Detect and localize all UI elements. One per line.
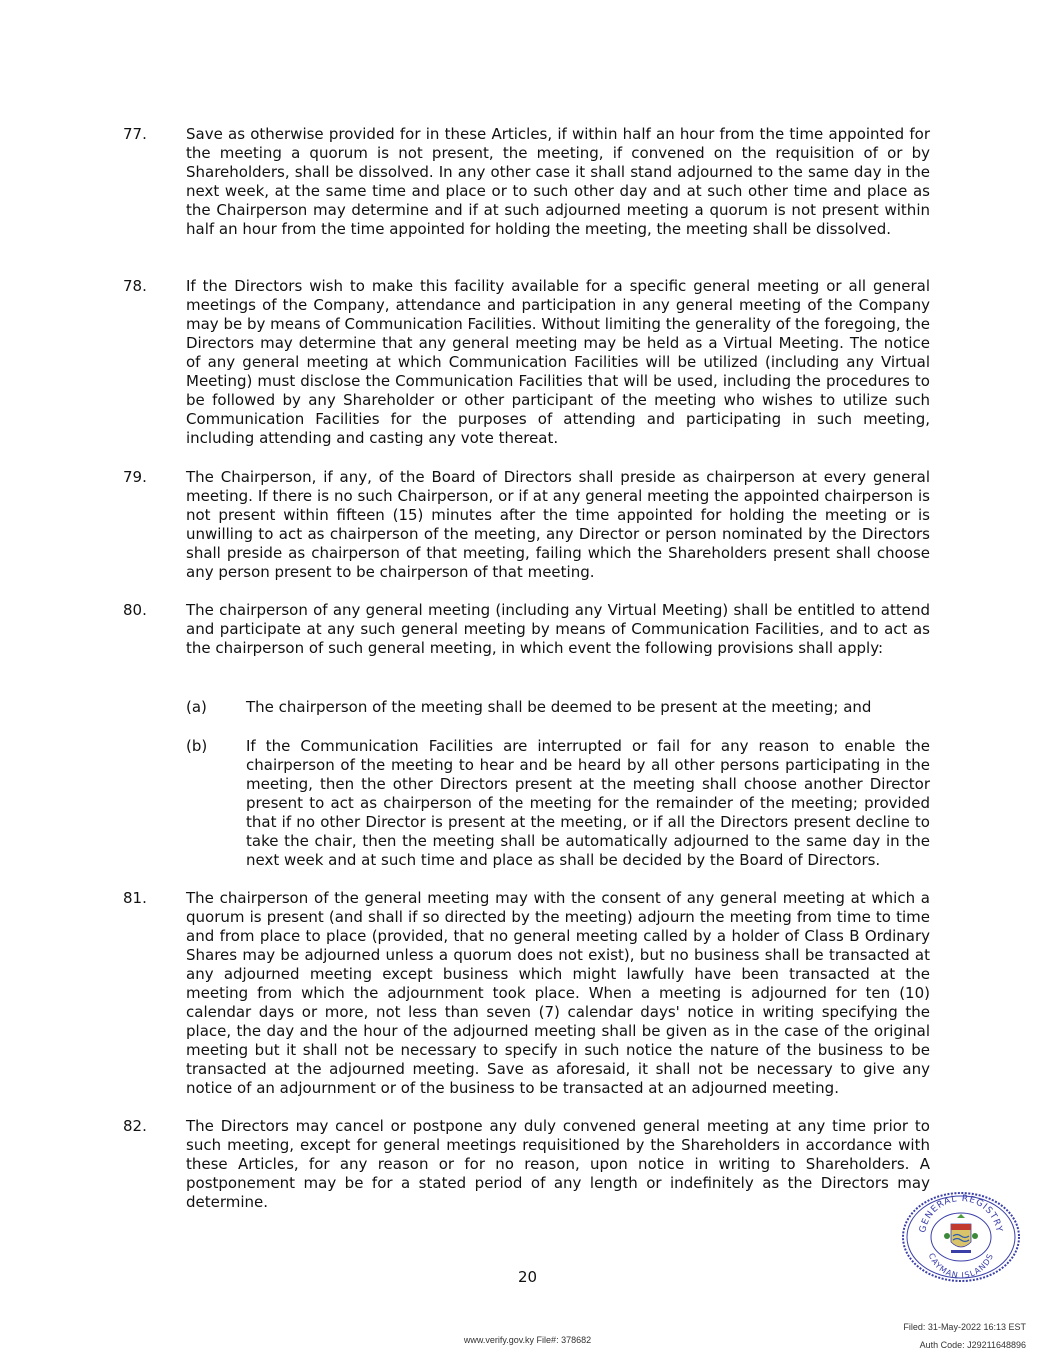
paragraph-78 [123,277,930,448]
paragraph-text: The chairperson of any general meeting (including any Virtual Meeting) shall be entitled to attend and participate at any such general meeting by means of Communication Facilities, and to act as the chairperson of such general meeting, in which event the following provisions shall apply: [186,601,930,657]
paragraph-81 [123,889,930,1098]
paragraph-text: The chairperson of the general meeting may with the consent of any general meeting at which a quorum is present (and shall if so directed by the meeting) adjourn the meeting from time to time and from place to place (provided, that no general meeting called by a holder of Class B Ordinary Shares may be adjourned unless a quorum does not exist), but no business shall be transacted at any adjourned meeting except business which might lawfully have been transacted at the meeting from which the adjournment took place. When a meeting is adjourned for ten (10) calendar days or more, not less than seven (7) calendar days' notice in writing specifying the place, the day and the hour of the adjourned meeting shall be given as in the case of the original meeting but it shall not be necessary to specify in such notice the nature of the business to be transacted at the adjourned meeting. Save as aforesaid, it shall not be necessary to give any notice of an adjournment or of the business to be transacted at an adjourned meeting. [186,889,930,1097]
paragraph-number: 77. [123,125,147,143]
paragraph-number: 82. [123,1117,147,1135]
paragraph-number: 80. [123,601,147,619]
subparagraph-a [186,698,930,717]
filed-date: Filed: 31-May-2022 16:13 EST [903,1322,1026,1332]
auth-code: Auth Code: J29211648896 [919,1340,1026,1350]
subparagraph-label: (b) [186,737,208,755]
paragraph-79 [123,468,930,582]
paragraph-number: 81. [123,889,147,907]
paragraph-text: The Chairperson, if any, of the Board of Directors shall preside as chairperson at every general meeting. If there is no such Chairperson, or if at any general meeting the appointed chairperson is not present within fifteen (15) minutes after the time appointed for holding the meeting or is unwilling to act as chairperson of the meeting, any Director or person nominated by the Directors shall preside as chairperson of that meeting, failing which the Shareholders present shall choose any person present to be chairperson of that meeting. [186,468,930,581]
paragraph-number: 79. [123,468,147,486]
seal-bottom-text: CAYMAN ISLANDS [926,1251,996,1281]
seal-top-text: GENERAL REGISTRY [918,1193,1004,1234]
paragraph-80 [123,601,930,658]
paragraph-text: Save as otherwise provided for in these Articles, if within half an hour from the time appointed for the meeting a quorum is not present, the meeting, if convened on the requisition of or by Shareholders, shall be dissolved. In any other case it shall stand adjourned to the same day in the next week, at the same time and place or to such other day and at such other time and place as the Chairperson may determine and if at such adjourned meeting a quorum is not present within half an hour from the time appointed for holding the meeting, the meeting shall be dissolved. [186,125,930,238]
paragraph-text: The Directors may cancel or postpone any duly convened general meeting at any time prior to such meeting, except for general meetings requisitioned by the Shareholders in accordance with these Articles, for any reason or for no reason, upon notice in writing to Shareholders. A postponement may be for a stated period of any length or indefinitely as the Directors may determine. [186,1117,930,1211]
subparagraph-text: The chairperson of the meeting shall be deemed to be present at the meeting; and [246,698,872,716]
general-registry-seal [901,1192,1021,1282]
page-number: 20 [517,1268,538,1286]
paragraph-82 [123,1117,930,1212]
paragraph-number: 78. [123,277,147,295]
subparagraph-label: (a) [186,698,207,716]
coat-of-arms-icon [944,1214,978,1253]
verify-footer: www.verify.gov.ky File#: 378682 [463,1335,592,1345]
subparagraph-b [186,737,930,870]
paragraph-77 [123,125,930,239]
svg-text:CAYMAN ISLANDS [927,1252,996,1280]
subparagraph-text: If the Communication Facilities are interrupted or fail for any reason to enable the chairperson of the meeting to hear and be heard by all other persons participating in the meeting, then the other Directors present at the meeting shall choose another Director present to act as chairperson of the meeting for the remainder of the meeting; provided that if no other Director is present at the meeting, or if all the Directors present decline to take the chair, then the meeting shall be automatically adjourned to the same day in the next week and at such time and place as shall be decided by the Board of Directors. [246,737,930,869]
paragraph-text: If the Directors wish to make this facility available for a specific general meeting or all general meetings of the Company, attendance and participation in any general meeting of the Company may be by means of Communication Facilities. Without limiting the generality of the foregoing, the Directors may determine that any general meeting may be held as a Virtual Meeting. The notice of any general meeting at which Communication Facilities will be utilized (including any Virtual Meeting) must disclose the Communication Facilities that will be used, including the procedures to be followed by any Shareholder or other participant of the meeting who wishes to utilize such Communication Facilities for the purposes of attending and participating in such meeting, including attending and casting any vote thereat. [186,277,930,447]
